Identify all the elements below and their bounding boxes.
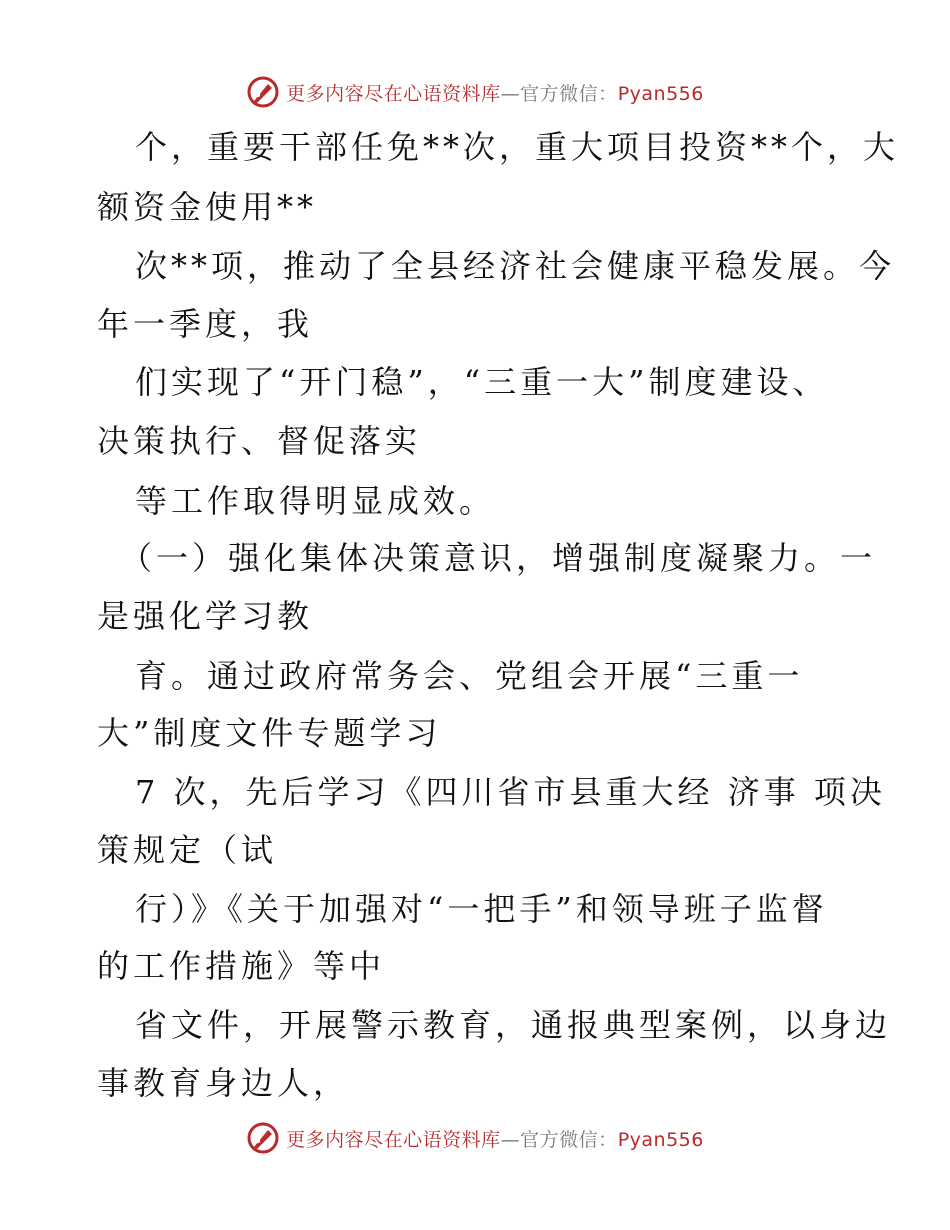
- paragraph-line: 决策执行、督促落实: [97, 422, 422, 460]
- watermark-dash: —: [500, 1128, 521, 1151]
- paragraph-line: 个，重要干部任免**次，重大项目投资**个，大: [135, 128, 900, 166]
- paragraph-line: 事教育身边人，: [97, 1064, 350, 1102]
- watermark-main-text: 更多内容尽在心语资料库: [286, 1128, 501, 1151]
- paragraph-line: 大”制度文件专题学习: [97, 714, 442, 752]
- paragraph-line: 等工作取得明显成效。: [135, 482, 496, 520]
- watermark-wechat-label: 官方微信：: [520, 82, 618, 105]
- paragraph-line: 们实现了“开门稳”，“三重一大”制度建设、: [135, 363, 829, 401]
- paragraph-line: 是强化学习教: [97, 597, 314, 635]
- watermark-text: [286, 1125, 704, 1152]
- paragraph-line: 额资金使用**: [97, 188, 318, 226]
- paragraph-line: 策规定（试: [97, 831, 278, 869]
- watermark-wechat-label: 官方微信：: [520, 1128, 618, 1151]
- pen-nib-logo-icon: [246, 1121, 280, 1155]
- paragraph-line: 年一季度，我: [97, 305, 314, 343]
- watermark-wechat-id: Pyan556: [617, 82, 704, 105]
- paragraph-line: 7 次，先后学习《四川省市县重大经 济事 项决: [135, 773, 886, 811]
- paragraph-line: 行）》《关于加强对“一把手”和领导班子监督: [135, 890, 828, 928]
- paragraph-line: 的工作措施》等中: [97, 947, 386, 985]
- footer-watermark-banner: [0, 1118, 950, 1158]
- watermark-wechat-id: Pyan556: [617, 1128, 704, 1151]
- paragraph-line: 次**项，推动了全县经济社会健康平稳发展。今: [135, 247, 896, 285]
- watermark-main-text: 更多内容尽在心语资料库: [286, 82, 501, 105]
- watermark-dash: —: [500, 82, 521, 105]
- section-heading-line: （一）强化集体决策意识，增强制度凝聚力。一: [120, 539, 877, 577]
- paragraph-line: 省文件，开展警示教育，通报典型案例，以身边: [135, 1006, 892, 1044]
- paragraph-line: 育。通过政府常务会、党组会开展“三重一: [135, 657, 804, 695]
